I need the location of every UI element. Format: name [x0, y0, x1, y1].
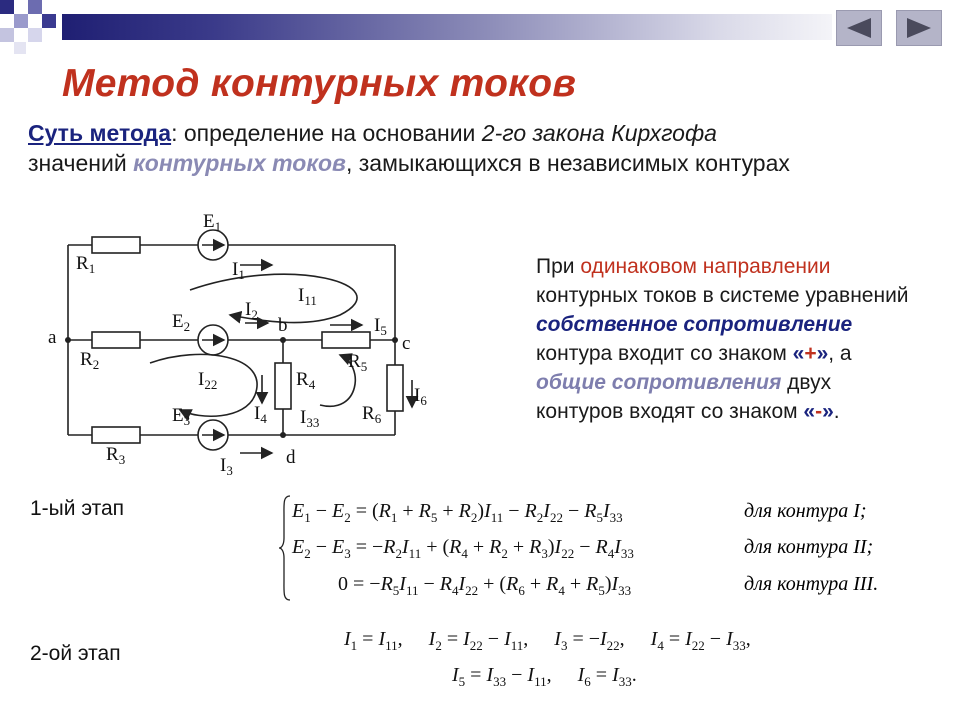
slide-header-decoration	[0, 0, 960, 48]
label-e1: $E_1$	[203, 211, 222, 234]
label-i2: $I_2$	[245, 299, 258, 322]
resistor-r1	[92, 237, 140, 253]
stage-1-label: 1-ый этап	[30, 497, 125, 520]
node-c	[392, 337, 398, 343]
plus-sign: «+»	[792, 342, 829, 365]
label-r4: $R_4$	[296, 369, 316, 392]
resistor-r4	[275, 363, 291, 409]
text-run: двух контуров входят со знаком	[536, 371, 832, 423]
text-run: контура входит со знаком	[536, 342, 793, 365]
next-slide-button[interactable]	[896, 10, 942, 46]
stage-2-label: 2-ой этап	[30, 642, 121, 665]
decor-square	[14, 14, 28, 28]
label-i3: $I_3$	[220, 455, 233, 478]
label-r3: $R_3$	[106, 444, 126, 467]
decor-square	[28, 28, 42, 42]
system-brace	[278, 494, 292, 602]
label-i5: $I_5$	[374, 315, 387, 338]
sign-rule-text	[536, 252, 916, 426]
label-r1: $R_1$	[76, 253, 96, 276]
equation-loop-2: $E_2 - E_3 = -R_2I_{11} + (R_4 + R_2 + R_3)I_{22} - R_4I_{33}$	[292, 536, 634, 561]
label-node-a: a	[48, 327, 57, 348]
minus-sign: «-»	[803, 400, 834, 423]
label-node-b: b	[278, 315, 288, 336]
text-run: определение на основании	[177, 120, 482, 146]
text-run: контурных токов в системе уравнений	[536, 284, 909, 307]
resistor-r3	[92, 427, 140, 443]
node-b	[280, 337, 286, 343]
text-run: При	[536, 255, 581, 278]
decor-square	[28, 0, 42, 14]
method-description	[28, 118, 848, 178]
label-node-d: d	[286, 447, 296, 468]
loop-currents-term: контурных токов	[133, 150, 346, 176]
loop-arrow-i11	[190, 274, 357, 322]
same-direction-term: одинаковом направлении	[580, 255, 831, 278]
label-e3: $E_3$	[172, 405, 191, 428]
decor-square	[0, 0, 14, 14]
equation-loop-1: $E_1 - E_2 = (R_1 + R_5 + R_2)I_{11} - R_2I_{22} - R_5I_{33}$	[292, 500, 623, 525]
label-r5: $R_5$	[348, 351, 368, 374]
text-run: :	[171, 120, 178, 146]
decor-square	[42, 14, 56, 28]
label-node-c: c	[402, 333, 411, 354]
triangle-left-icon	[845, 16, 873, 40]
label-e2: $E_2$	[172, 311, 191, 334]
branch-currents-line-2: $I_5 = I_{33} - I_{11}$, $I_6 = I_{33}$.	[452, 664, 637, 689]
text-run: значений	[28, 150, 134, 176]
text-run: , а	[828, 342, 852, 365]
label-r2: $R_2$	[80, 349, 100, 372]
label-r6: $R_6$	[362, 403, 382, 426]
node-a	[65, 337, 71, 343]
decor-square	[0, 28, 14, 42]
prev-slide-button[interactable]	[836, 10, 882, 46]
kirchhoff-law-text: 2-го закона Кирхгофа	[481, 120, 717, 146]
label-i1: $I_1$	[232, 259, 245, 282]
resistor-r2	[92, 332, 140, 348]
header-gradient-bar	[62, 14, 832, 40]
circuit-diagram	[40, 205, 470, 480]
resistor-r5	[322, 332, 370, 348]
label-i33: $I_{33}$	[300, 407, 320, 430]
condition-loop-3: для контура III.	[744, 573, 879, 595]
branch-currents-line-1: $I_1 = I_{11}$, $I_2 = I_{22} - I_{11}$, $I_3 = -I_{22}$, $I_4 = I_{22} - I_{33}$,	[344, 628, 751, 653]
label-i6: $I_6$	[414, 385, 427, 408]
decor-square	[14, 42, 26, 54]
method-label: Суть метода	[28, 120, 172, 146]
text-run: , замыкающихся в независимых контурах	[345, 150, 790, 176]
node-d	[280, 432, 286, 438]
text-run: .	[833, 400, 840, 423]
slide-title: Метод контурных токов	[62, 62, 577, 105]
condition-loop-1: для контура I;	[744, 500, 867, 522]
mutual-resistance-term: общие сопротивления	[536, 371, 782, 394]
label-i11: $I_{11}$	[298, 285, 317, 308]
label-i4: $I_4$	[254, 403, 267, 426]
self-resistance-term: собственное сопротивление	[536, 313, 853, 336]
resistor-r6	[387, 365, 403, 411]
condition-loop-2: для контура II;	[744, 536, 874, 558]
label-i22: $I_{22}$	[198, 369, 218, 392]
equation-loop-3: $0 = -R_5I_{11} - R_4I_{22} + (R_6 + R_4 + R_5)I_{33}$	[338, 573, 632, 598]
triangle-right-icon	[905, 16, 933, 40]
